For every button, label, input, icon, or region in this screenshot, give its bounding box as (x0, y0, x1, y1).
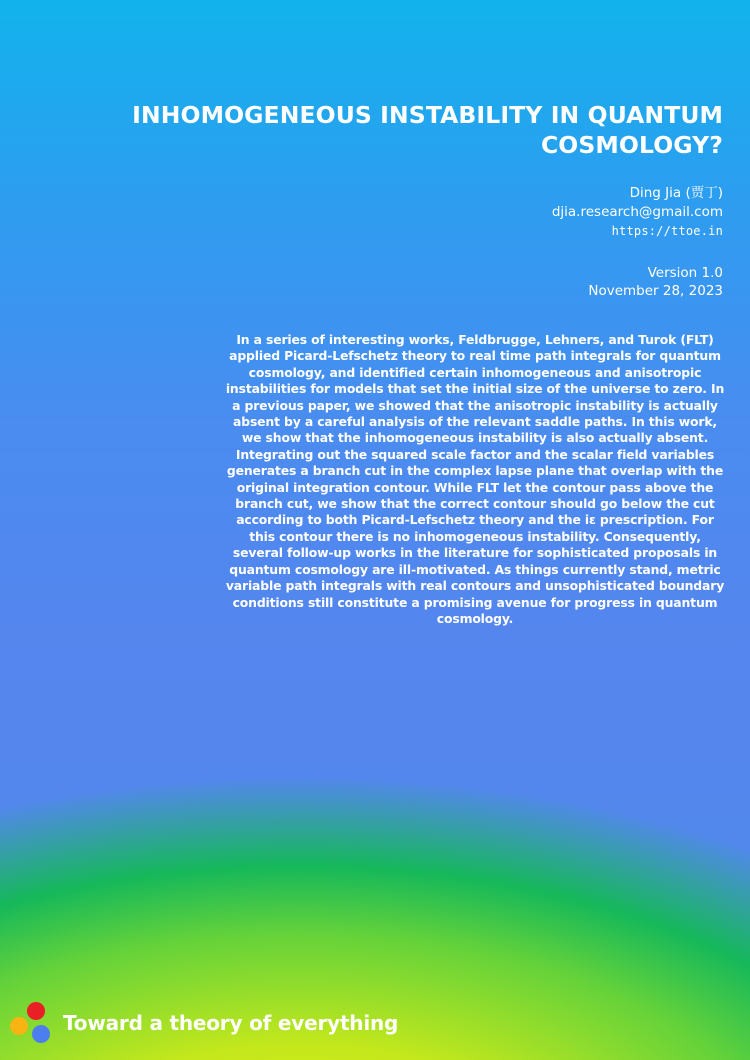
version-label: Version 1.0 (647, 265, 723, 281)
logo-red-dot (27, 1002, 45, 1020)
author-email[interactable]: djia.research@gmail.com (551, 204, 723, 220)
paper-title: INHOMOGENEOUS INSTABILITY IN QUANTUM COSMOLOGY? (132, 101, 723, 159)
author-block (552, 184, 723, 241)
abstract-text: In a series of interesting works, Feldbrugge, Lehners, and Turok (FLT) applied Picard-Lefschetz theory to real time path integrals for quantum cosmology, and identified certain inhomogeneous and anisotropic instabilities for models that set the initial size of the universe to zero. In a previous paper, we showed that the anisotropic instability is actually absent by a careful analysis of the relevant saddle paths. In this work, we show that the inhomogeneous instability is also actually absent. Integrating out the squared scale factor and the scalar field variables generates a branch cut in the complex lapse plane that overlap with the original integration contour. While FLT let the contour pass above the branch cut, we show that the correct contour should go below the cut according to both Picard-Lefschetz theory and the iε prescription. For this contour there is no inhomogeneous instability. Consequently, several follow-up works in the literature for sophisticated proposals in quantum cosmology are ill-motivated. As things currently stand, metric variable path integrals with real contours and unsophisticated boundary conditions still constitute a promising avenue for progress in quantum cosmology. (225, 332, 725, 626)
logo-blue-dot (32, 1025, 50, 1043)
ttoe-logo-icon (9, 1001, 53, 1045)
author-name: Ding Jia (贾丁) (629, 185, 723, 201)
footer-tagline: Toward a theory of everything (63, 1011, 399, 1035)
publication-date: November 28, 2023 (588, 283, 723, 299)
author-website-link[interactable]: https://ttoe.in (611, 224, 723, 238)
footer-branding (9, 1001, 398, 1045)
version-block (588, 264, 723, 300)
logo-yellow-dot (10, 1017, 28, 1035)
